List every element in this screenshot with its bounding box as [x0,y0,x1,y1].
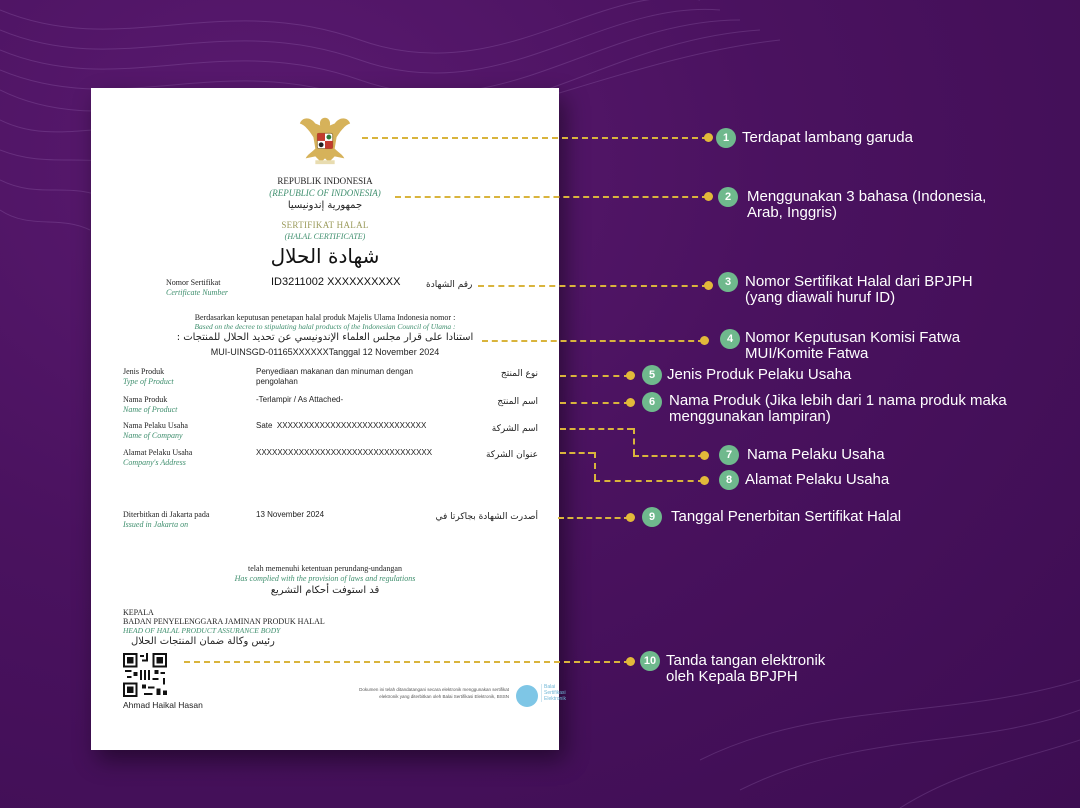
head-title: KEPALA [123,608,154,617]
connector-dot-8 [700,476,709,485]
issued-label [123,510,209,530]
annotation-7: Nama Pelaku Usaha [747,446,885,463]
annotation-badge-8: 8 [719,470,739,490]
country-name-en: (REPUBLIC OF INDONESIA) [269,188,381,198]
field-label-ar: اسم المنتج [497,397,538,407]
field-value-name-of-product: -Terlampir / As Attached- [256,395,344,404]
field-label-name-of-product [123,395,177,415]
certificate-number-value: ID3211002 XXXXXXXXXX [271,276,401,288]
certificate-title-ar: شهادة الحلال [270,244,380,268]
connector-dot-5 [626,371,635,380]
annotation-6 [669,393,1007,425]
field-label-en: Name of Product [123,405,178,414]
connector-7a [560,428,633,430]
connector-3 [478,285,708,287]
decree-basis-text: Berdasarkan keputusan penetapan halal produk Majelis Ulama Indonesia nomor : [194,313,456,322]
annotation-2-line-2: Arab, Inggris) [747,204,838,221]
field-value-name-of-company: Sate XXXXXXXXXXXXXXXXXXXXXXXXXXXX [256,421,427,430]
field-label-en: Name of Company [123,431,183,440]
country-name-ar: جمهورية إندونيسيا [287,200,363,211]
annotation-badge-1: 1 [716,128,736,148]
field-label: Nama Pelaku Usaha [123,421,188,430]
certificate-number-label-ar: رقم الشهادة [426,280,473,290]
annotation-3-line-1: Nomor Sertifikat Halal dari BPJPH [745,273,973,290]
connector-7c [633,455,704,457]
bsre-logo-line: Sertifikasi [544,690,566,696]
field-label-name-of-company [123,421,188,441]
connector-8a [560,452,594,454]
annotation-8: Alamat Pelaku Usaha [745,471,890,488]
field-label: Jenis Produk [123,367,165,376]
signature-qr-code-icon[interactable] [123,653,167,697]
bsre-logo-icon [516,685,538,707]
issued-label-id: Diterbitkan di Jakarta pada [123,510,210,519]
connector-2 [395,196,708,198]
connector-7b [633,428,635,455]
connector-dot-2 [704,192,713,201]
field-label-ar: اسم الشركة [491,424,538,434]
annotation-3 [745,274,973,306]
field-value-type-of-product: Penyediaan makanan dan minuman dengan pengolahan [256,367,414,386]
connector-10 [184,661,630,663]
annotation-10-line-1: Tanda tangan elektronik [666,652,826,669]
annotation-badge-4: 4 [720,329,740,349]
connector-9 [558,517,630,519]
compliance-text-en: Has complied with the provision of laws and regulations [234,574,416,583]
certificate-number-label-id: Nomor Sertifikat [166,278,221,287]
head-agency: BADAN PENYELENGGARA JAMINAN PRODUK HALAL [123,617,325,626]
issued-label-ar: أصدرت الشهادة بجاكرتا في [435,512,538,522]
annotation-badge-7: 7 [719,445,739,465]
esign-note-line-2: elektronik yang diterbitkan oleh Balai Sertifikasi Elektronik, BSSN [379,694,509,699]
connector-8b [594,452,596,480]
connector-4 [482,340,704,342]
annotation-4-line-2: MUI/Komite Fatwa [745,345,869,362]
connector-dot-4 [700,336,709,345]
annotation-badge-5: 5 [642,365,662,385]
annotation-4-line-1: Nomor Keputusan Komisi Fatwa [745,329,961,346]
connector-1 [362,137,708,139]
decree-basis-text-ar: استنادا على قرار مجلس العلماء الإندونيسي عن تحديد الحلال للمنتجات : [176,332,474,343]
annotation-badge-9: 9 [642,507,662,527]
connector-8c [594,480,704,482]
esign-note-line-1: Dokumen ini telah ditandatangani secara elektronik menggunakan sertifikat [359,687,509,692]
annotation-6-line-1: Nama Produk (Jika lebih dari 1 nama produk maka [669,392,1007,409]
halal-certificate [91,88,566,750]
bsre-logo-line: Balai [544,684,556,690]
annotation-6-line-2: menggunakan lampiran) [669,408,831,425]
connector-6 [560,402,630,404]
annotation-badge-10: 10 [640,651,660,671]
field-label: Alamat Pelaku Usaha [123,448,193,457]
compliance-text-ar: قد استوفت أحكام التشريع [270,585,380,596]
certificate-title: SERTIFIKAT HALAL [281,220,369,230]
decree-number: MUI-UINSGD-01165XXXXXXTanggal 12 November 2024 [210,347,440,357]
field-label-ar: عنوان الشركة [485,450,538,460]
certificate-number-label-en: Certificate Number [166,288,228,297]
connector-5 [560,375,630,377]
connector-dot-6 [626,398,635,407]
field-label: Nama Produk [123,395,168,404]
annotation-3-line-2: (yang diawali huruf ID) [745,289,896,306]
certificate-number-label [166,278,228,298]
compliance-text: telah memenuhi ketentuan perundang-undangan [248,564,402,573]
field-value-company-address: XXXXXXXXXXXXXXXXXXXXXXXXXXXXXXXXX [256,448,433,457]
annotation-badge-2: 2 [718,187,738,207]
issued-date: 13 November 2024 [256,510,325,519]
annotation-2 [747,189,986,221]
annotation-1: Terdapat lambang garuda [742,129,913,146]
annotation-4 [745,330,960,362]
field-label-en: Type of Product [123,377,174,386]
annotation-5: Jenis Produk Pelaku Usaha [667,366,852,383]
decree-basis-text-en: Based on the decree to stipulating halal products of the Indonesian Council of Ulama : [194,322,456,331]
annotation-10 [666,653,825,685]
annotation-badge-6: 6 [642,392,662,412]
connector-dot-7 [700,451,709,460]
bsre-logo-line: Elektronik [544,696,566,702]
head-agency-ar: رئيس وكالة ضمان المنتجات الحلال [131,636,275,647]
signer-name: Ahmad Haikal Hasan [123,700,203,710]
garuda-emblem-icon [296,110,354,168]
field-label-ar: نوع المنتج [500,369,538,379]
certificate-title-en: (HALAL CERTIFICATE) [284,232,366,241]
country-name: REPUBLIK INDONESIA [277,176,373,186]
annotation-badge-3: 3 [718,272,738,292]
connector-dot-10 [626,657,635,666]
annotation-2-line-1: Menggunakan 3 bahasa (Indonesia, [747,188,987,205]
head-agency-en: HEAD OF HALAL PRODUCT ASSURANCE BODY [123,626,281,635]
field-label-en: Company's Address [123,458,186,467]
annotation-9: Tanggal Penerbitan Sertifikat Halal [671,508,902,525]
issued-label-en: Issued in Jakarta on [123,520,189,529]
connector-dot-1 [704,133,713,142]
esign-note [291,686,509,700]
connector-dot-3 [704,281,713,290]
field-label-type-of-product [123,367,174,387]
head-block [123,608,325,635]
bsre-logo-text [541,684,566,702]
connector-dot-9 [626,513,635,522]
field-label-company-address [123,448,192,468]
annotation-10-line-2: oleh Kepala BPJPH [666,668,798,685]
